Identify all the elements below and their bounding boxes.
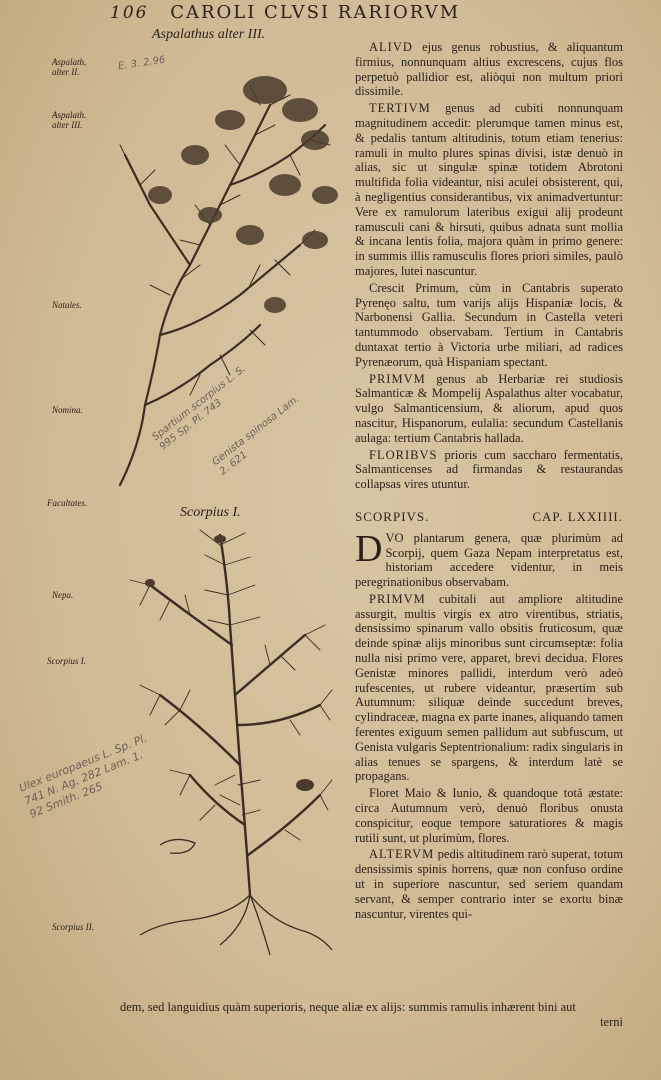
handwritten-note-ulex: Ulex europaeus L. Sp. Pl. 741 N. Ag. 282 Lam. 1. 92 Smith. 265 <box>17 731 149 821</box>
scorpius-illustration <box>120 525 335 960</box>
aspalathus-illustration <box>100 45 350 495</box>
paragraph-crescit: Crescit Primum, cùm in Cantabris superato Pyrenęo saltu, tum varijs alijs Hispaniæ locis, & Narbonensi Gallia. Secundum in Castella veteri tantummodo observabam. Tertium in Cantabris duntaxat tertio à Victoria urbe miliari, ad radices Pyrenæorum, quà Hispaniam spectant. <box>355 280 623 369</box>
margin-note-scorpius-2: Scorpius II. <box>52 922 94 932</box>
text-column <box>355 40 623 923</box>
running-title: CAROLI CLVSI RARIORVM <box>170 2 461 23</box>
chapter-number: CAP. LXXIIII. <box>532 508 623 524</box>
paragraph-aliud: ALIVD ejus genus robustius, & aliquantum firmius, nonnunquam altius excrescens, cujus flos perpetuò pallidior est, aliòqui non multum priori dissimile. <box>355 40 623 99</box>
paragraph-duo: DVO plantarum genera, quæ plurimùm ad Scorpij, quem Gaza Nepam interpretatus est, historiam accedere videntur, in meis peregrinationibus observabam. <box>355 527 623 590</box>
margin-note-aspalath-3: Aspalath. alter III. <box>52 110 87 130</box>
paragraph-floret: Floret Maio & Iunio, & quandoque totâ æstate: circa Autumnum verò, denuò floribus onusta conspicitur, eoque tempore saturatiores & magis rutili sunt, ut plurimùm, flores. <box>355 786 623 845</box>
bottom-line: dem, sed languidius quàm superioris, neque aliæ ex alijs: summis ramulis inhærent bini aut <box>120 1000 576 1014</box>
handwritten-note-spartium: Spartium scorpius L. S. 995 Sp. Pl. 743 <box>150 363 248 453</box>
paragraph-primum-names: PRIMVM genus ab Herbariæ rei studiosis Salmanticæ & Mompelij Aspalathus alter vocabatur, vulgo Salmanticensium, & aliorum, apud quos nascitur, Hispanorum, eulalia: secundum Castellanis aulaga: tertium Cantabris hallada. <box>355 371 623 445</box>
margin-note-facultates: Facultates. <box>47 498 88 508</box>
paragraph-primum-scorpius: PRIMVM cubitali aut ampliore altitudine assurgit, multis virgis ex atro virentibus, striatis, densissimo spinarum vallo obsitis fruticosum, quæ deinde spinæ alijs minoribus sunt circumseptæ: folia nulla nisi primo vere, apparet, brevi decidua. Flores Genistæ minores pallidi, interdum verò adeò rufescentes, ut rubere videantur, præsertim sub Autumnum: siliquæ deinde succedunt breves, cylindraceæ, magna ex parte inanes, aliquando tamen ferentes exiguum semen pallidum aut subfuscum, ut Genista vulgaris Septentrionalium: radix singularis in alias tenues se spargens, & interdum latè se propagans. <box>355 591 623 784</box>
drop-capital: D <box>355 527 383 570</box>
margin-note-aspalath-2: Aspalath. alter II. <box>52 57 87 77</box>
handwritten-note-genista: Genista spinosa Lam. 2. 621 <box>210 393 302 478</box>
paragraph-floribus: FLORIBVS prioris cum saccharo fermentatis, Salmanticenses ad firmandas & restaurandas collapsas vires utuntur. <box>355 447 623 492</box>
page-header <box>110 2 460 23</box>
paragraph-tertium: TERTIVM genus ad cubiti nonnunquam magnitudinem accedit: plerumque tamen minus est, & pedalis tantum altitudinis, totum etiam tenerius: ramuli in multo plures spinas divisi, istæ denuò in alias, sic ut singulæ spinæ totidem Abrotoni multifida folia videantur, nisi aculei obsisterent, qui, à negligentius considerantibus, vix animadvertuntur: Vere ex ramulorum lateribus exigui alij prodeunt ramusculi cani & hirsuti, quibus adnata sunt mollia & incana lentis folia, majora quàm in primo genere: in summis illis ramusculis flores priori similes, paulò majores, lutei nascuntur. <box>355 101 623 278</box>
margin-note-nomina: Nomina. <box>52 405 83 415</box>
catchword: terni <box>600 1015 623 1029</box>
paragraph-alterum: ALTERVM pedis altitudinem rarò superat, totum densissimis spinis horrens, quæ non confuso ordine ut in superiore nascuntur, sed seriem quandam servant, & semper contrario inter se exortu binæ nascuntur, virentes qui- <box>355 847 623 921</box>
chapter-title: SCORPIVS. <box>355 508 430 524</box>
margin-note-natales: Natales. <box>52 300 82 310</box>
margin-note-nepa: Nepa. <box>52 590 74 600</box>
margin-note-scorpius-1: Scorpius I. <box>47 656 86 666</box>
chapter-heading <box>355 510 623 525</box>
figure-caption-aspalathus: Aspalathus alter III. <box>152 27 266 42</box>
figure-caption-scorpius: Scorpius I. <box>180 505 241 520</box>
handwritten-note-top: E. 3. 2.96 <box>117 54 167 73</box>
page-number: 106 <box>110 3 149 23</box>
